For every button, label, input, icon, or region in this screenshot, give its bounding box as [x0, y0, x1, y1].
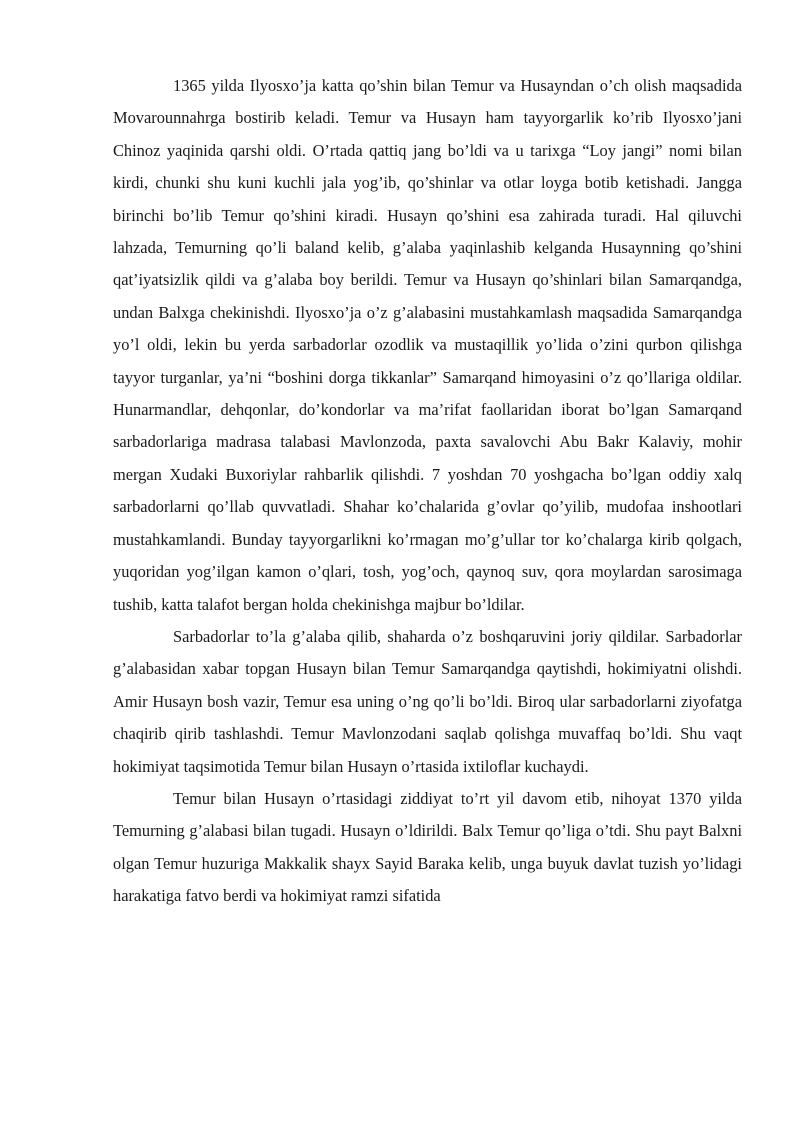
paragraph-loy-jangi: 1365 yilda Ilyosxo’ja katta qo’shin bilan Temur va Husayndan o’ch olish maqsadida Movarounnahrga bostirib keladi. Temur va Husayn ham tayyorgarlik ko’rib Ilyosxo’jani Chinoz yaqinida qarshi oldi. O’rtada qattiq jang bo’ldi va u tarixga “Loy jangi” nomi bilan kirdi, chunki shu kuni kuchli jala yog’ib, qo’shinlar va otlar loyga botib ketishadi. Jangga birinchi bo’lib Temur qo’shini kiradi. Husayn qo’shini esa zahirada turadi. Hal qiluvchi lahzada, Temurning qo’li baland kelib, g’alaba yaqinlashib kelganda Husaynning qo’shini qat’iyatsizlik qildi va g’alaba boy berildi. Temur va Husayn qo’shinlari bilan Samarqandga, undan Balxga chekinishdi. Ilyosxo’ja o’z g’alabasini mustahkamlash maqsadida Samarqandga yo’l oldi, lekin bu yerda sarbadorlar ozodlik va mustaqillik yo’lida o’zini qurbon qilishga tayyor turganlar, ya’ni “boshini dorga tikkanlar” Samarqand himoyasini o’z qo’llariga oldilar. Hunarmandlar, dehqonlar, do’kondorlar va ma’rifat faollaridan iborat bo’lgan Samarqand sarbadorlariga madrasa talabasi Mavlonzoda, paxta savalovchi Abu Bakr Kalaviy, mohir mergan Xudaki Buxoriylar rahbarlik qilishdi. 7 yoshdan 70 yoshgacha bo’lgan oddiy xalq sarbadorlarni qo’llab quvvatladi. Shahar ko’chalarida g’ovlar qo’yilib, mudofaa inshootlari mustahkamlandi. Bunday tayyorgarlikni ko’rmagan mo’g’ullar tor ko’chalarga kirib qolgach, yuqoridan yog’ilgan kamon o’qlari, tosh, yog’och, qaynoq suv, qora moylardan sarosimaga tushib, katta talafot bergan holda chekinishga majbur bo’ldilar. — [113, 76, 742, 614]
paragraph-sarbadorlar: Sarbadorlar to’la g’alaba qilib, shaharda o’z boshqaruvini joriy qildilar. Sarbadorlar g’alabasidan xabar topgan Husayn bilan Temur Samarqandga qaytishdi, hokimiyatni olishdi. Amir Husayn bosh vazir, Temur esa uning o’ng qo’li bo’ldi. Biroq ular sarbadorlarni ziyofatga chaqirib qirib tashlashdi. Temur Mavlonzodani saqlab qolishga muvaffaq bo’ldi. Shu vaqt hokimiyat taqsimotida Temur bilan Husayn o’rtasida ixtiloflar kuchaydi. — [113, 626, 742, 776]
paragraph-temur-husayn: Temur bilan Husayn o’rtasidagi ziddiyat to’rt yil davom etib, nihoyat 1370 yilda Temurning g’alabasi bilan tugadi. Husayn o’ldirildi. Balx Temur qo’liga o’tdi. Shu payt Balxni olgan Temur huzuriga Makkalik shayx Sayid Baraka kelib, unga buyuk davlat tuzish yo’lidagi harakatiga fatvo berdi va hokimiyat ramzi sifatida — [113, 788, 742, 906]
document-page — [113, 70, 742, 913]
